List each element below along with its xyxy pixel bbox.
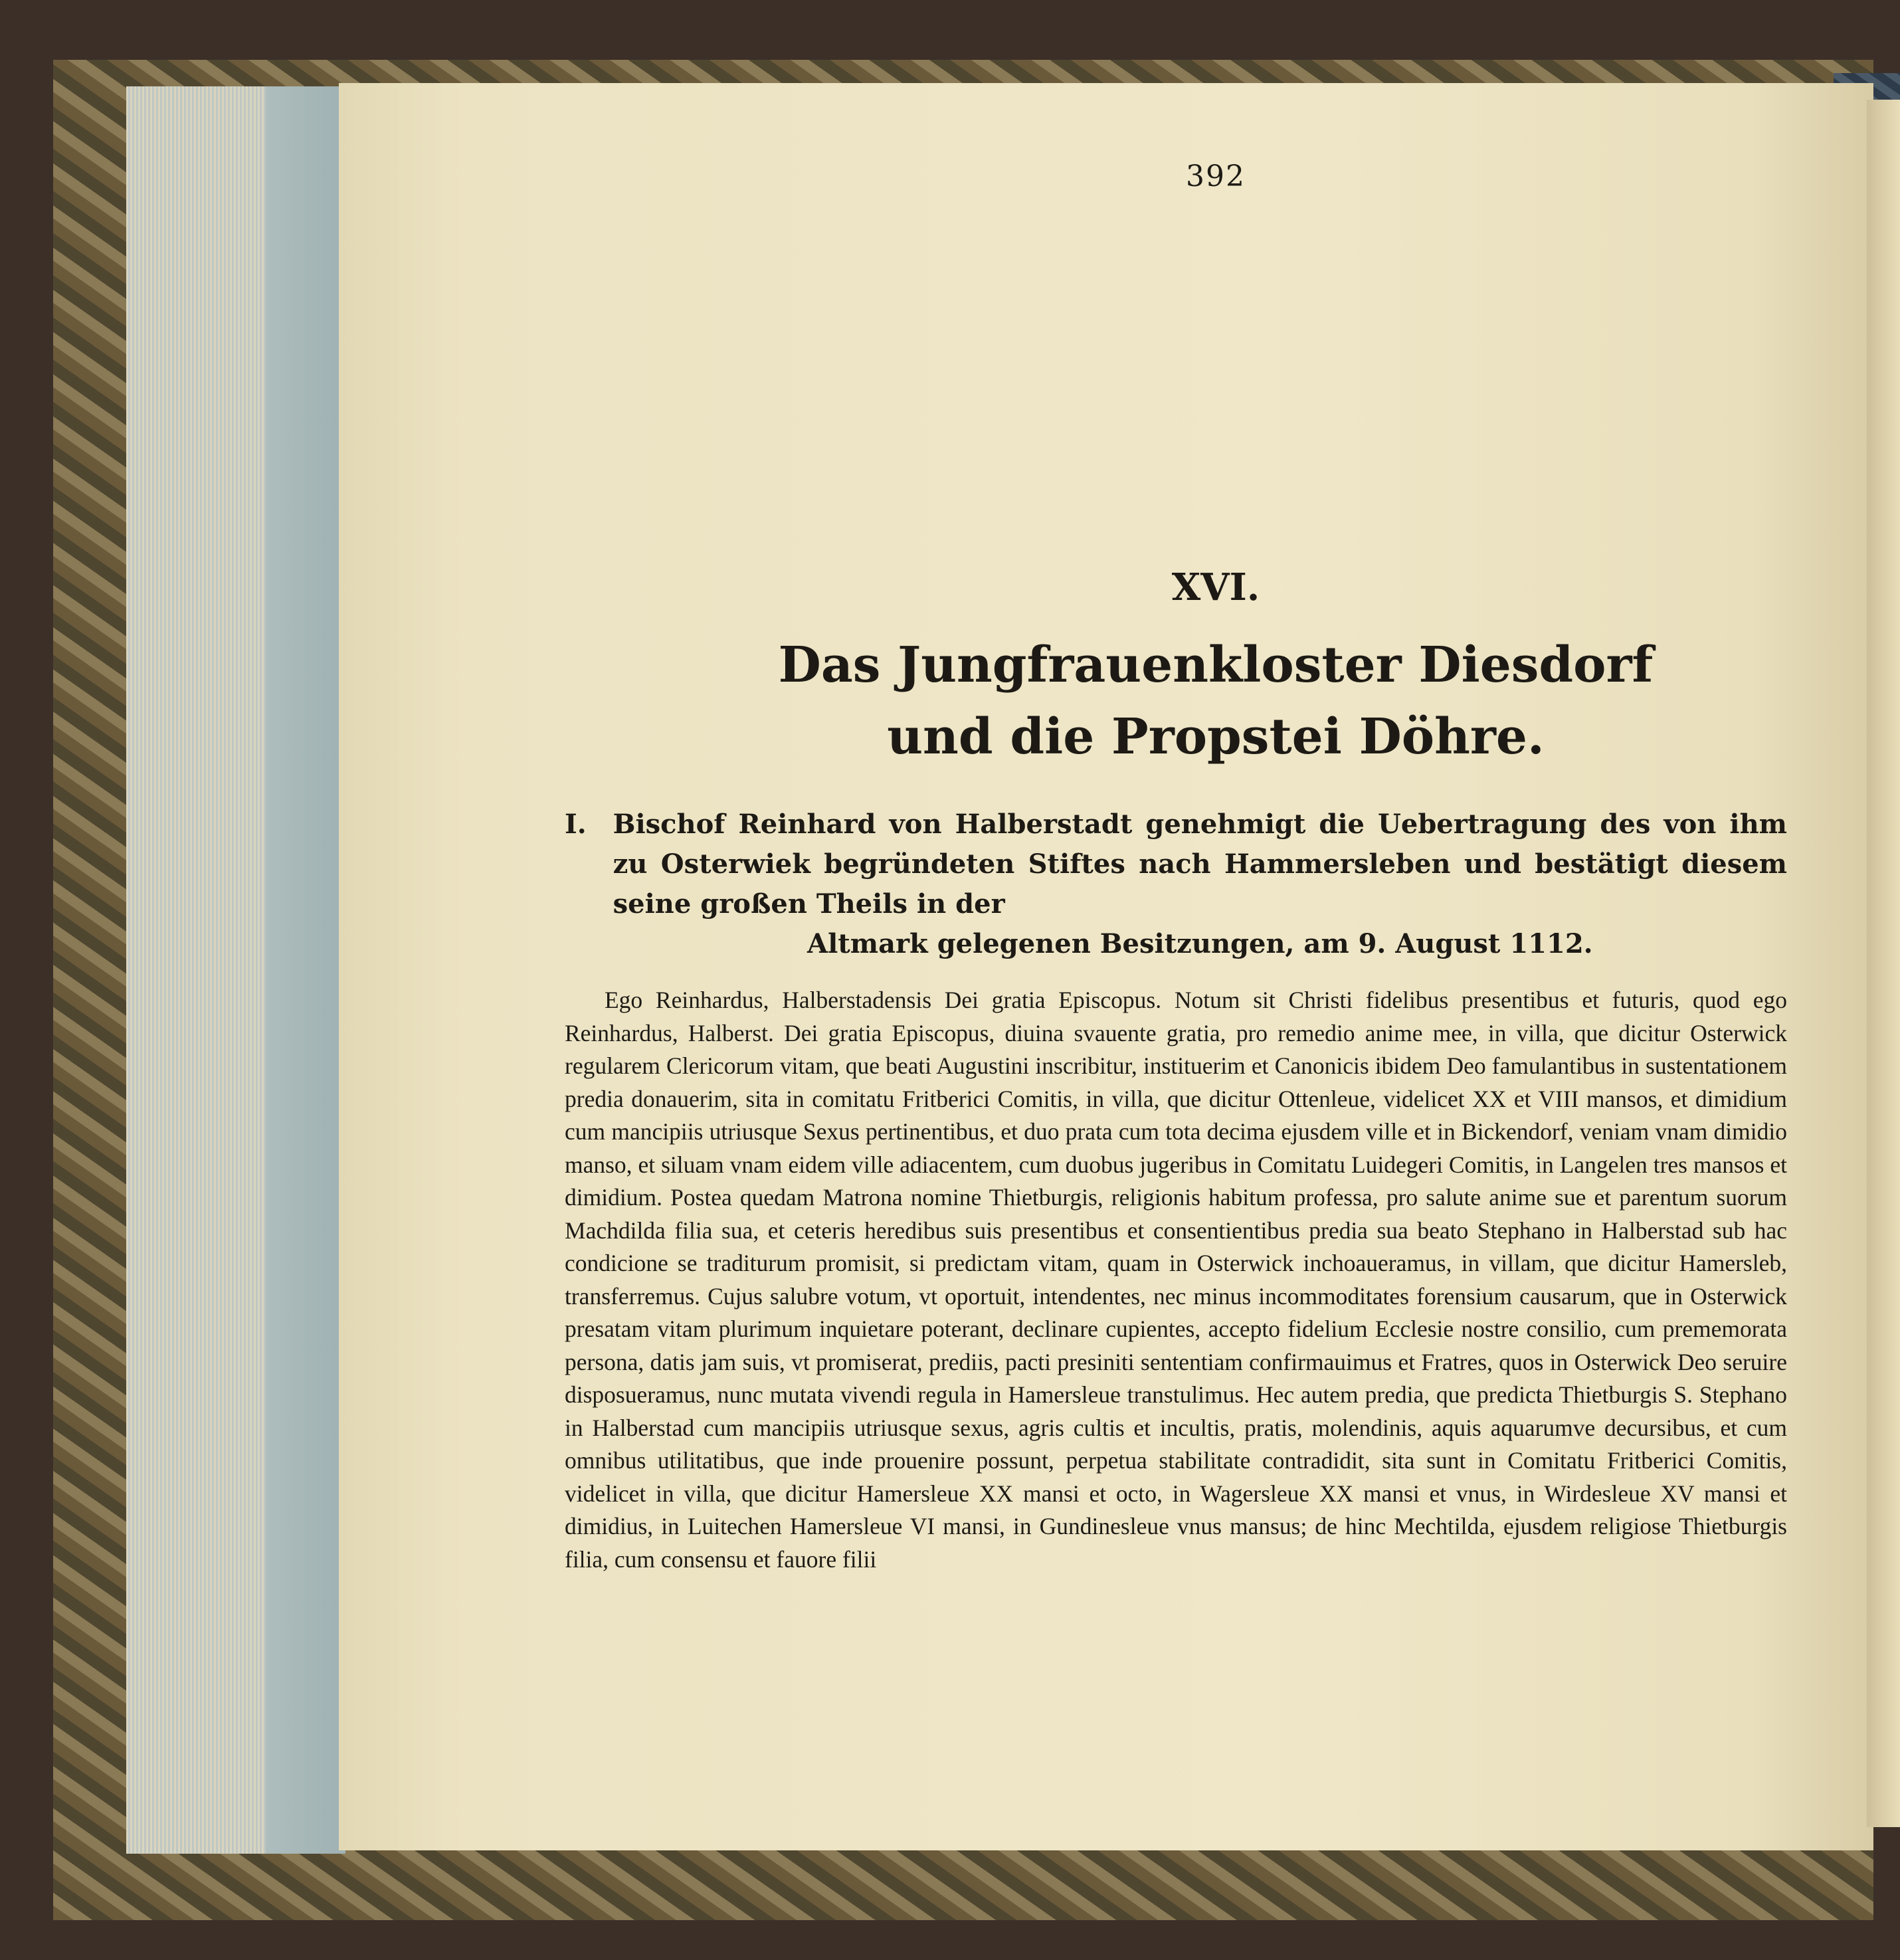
page-number: 392: [1186, 159, 1246, 193]
section-heading-text: [613, 805, 1787, 964]
section-heading-last: Altmark gelegenen Besitzungen, am 9. August 1112.: [807, 928, 1593, 959]
chapter-title-line-1: Das Jungfrauenkloster Diesdorf: [778, 637, 1654, 694]
page-edge-strip: [266, 86, 345, 1854]
chapter-title: [565, 629, 1787, 773]
section-heading: [565, 805, 1787, 964]
section-heading-main: Bischof Reinhard von Halberstadt genehmigt die Uebertragung des von ihm zu Osterwiek begründeten Stiftes nach Hammersleben und bestätigt diesem seine großen Theils in der: [613, 809, 1787, 920]
chapter-title-line-2: und die Propstei Döhre.: [887, 708, 1545, 765]
page-content: [565, 159, 1787, 1576]
section-number: I.: [565, 809, 587, 840]
chapter-number: XVI.: [1171, 565, 1260, 609]
facing-page-edge: [1867, 100, 1900, 1827]
body-text: Ego Reinhardus, Halberstadensis Dei gratia Episcopus. Notum sit Christi fidelibus presentibus et futuris, quod ego Reinhardus, Halberst. Dei gratia Episcopus, diuina svauente gratia, pro remedio anime mee, in villa, que dicitur Osterwick regularem Clericorum vitam, que beati Augustini inscribitur, instituerim et Canonicis ibidem Deo famulantibus in sustentationem predia donauerim, sita in comitatu Fritberici Comitis, in villa, que dicitur Ottenleue, videlicet XX et VIII mansos, et dimidium cum mancipiis utriusque Sexus pertinentibus, et duo prata cum tota decima ejusdem ville et in Bickendorf, veniam vnam dimidio manso, et siluam vnam eidem ville adiacentem, cum duobus jugeribus in Comitatu Luidegeri Comitis, in Langelen tres mansos et dimidium. Postea quedam Matrona nomine Thietburgis, religionis habitum professa, pro salute anime sue et parentum suorum Machdilda filia sua, et ceteris heredibus suis presentibus et consentientibus predia sua beato Stephano in Halberstad sub hac condicione se traditurum promisit, si predictam vitam, quam in Osterwick inchoaueramus, in villam, que dicitur Hamersleb, transferremus. Cujus salubre votum, vt oportuit, intendentes, nec minus incommoditates forensium causarum, que in Osterwick presatam vitam plurimum inquietare poterant, declinare cupientes, accepto fidelium Ecclesie nostre consilio, cum prememorata persona, datis jam suis, vt promiserat, prediis, pacti presiniti sententiam confirmauimus et Fratres, quos in Osterwick Deo seruire disposueramus, nunc mutata vivendi regula in Hamersleue transtulimus. Hec autem predia, que predicta Thietburgis S. Stephano in Halberstad cum mancipiis utriusque sexus, agris cultis et incultis, pratis, molendinis, aquis aquarumve decursibus, et cum omnibus utilitatibus, que inde prouenire possunt, perpetua stabilitate contradidit, sita sunt in Comitatu Fritberici Comitis, videlicet in villa, que dicitur Hamersleue XX mansi et octo, in Wagersleue XX mansi et vnus, in Wirdesleue XV mansi et dimidius, in Luitechen Hamersleue VI mansi, in Gundinesleue vnus mansus; de hinc Mechtilda, ejusdem religiose Thietburgis filia, cum consensu et fauore filii: [565, 987, 1787, 1573]
